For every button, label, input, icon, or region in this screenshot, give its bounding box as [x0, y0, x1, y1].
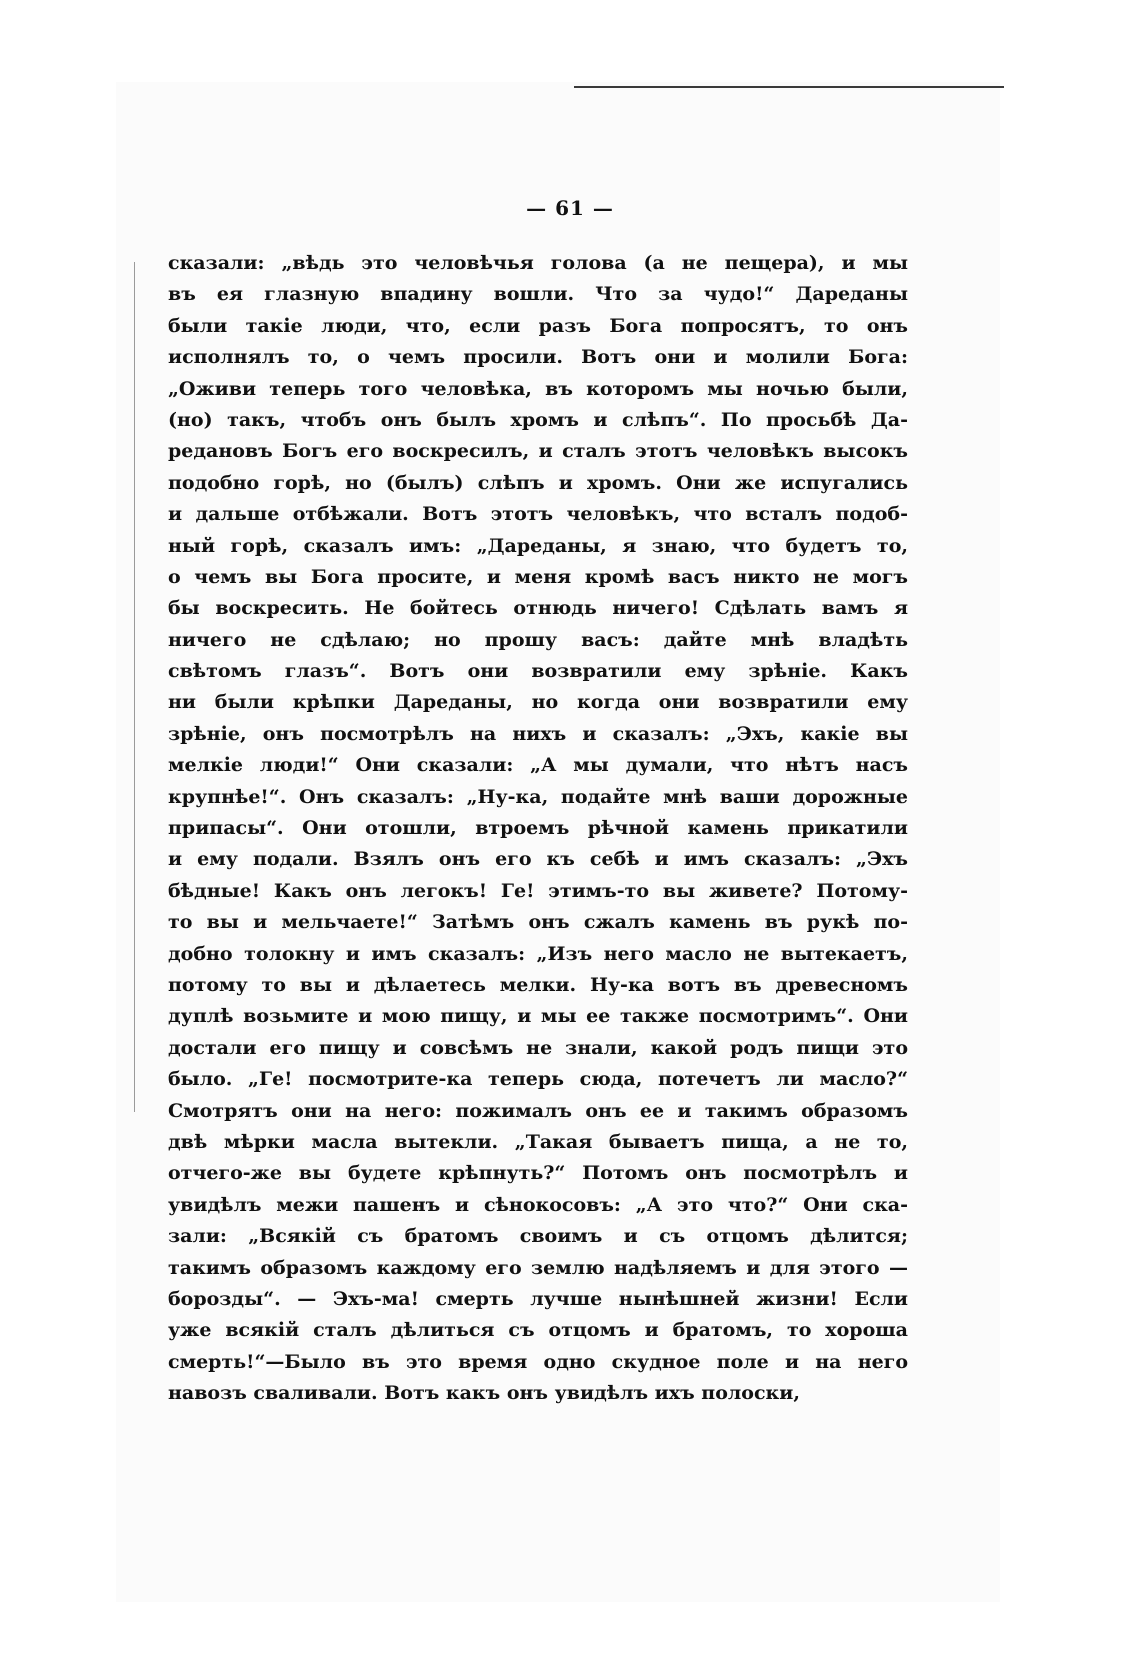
text-line: ничего не сдѣлаю; но прошу васъ: дайте мнѣ владѣть — [168, 628, 908, 651]
text-line: и ему подали. Взялъ онъ его къ себѣ и имъ сказалъ: „Эхъ — [168, 848, 908, 871]
text-line: зали: „Всякій съ братомъ своимъ и съ отцомъ дѣлится; — [168, 1225, 908, 1248]
text-line: уже всякій сталъ дѣлиться съ отцомъ и братомъ, то хороша — [168, 1319, 908, 1342]
text-line: дуплѣ возьмите и мою пищу, и мы ее также посмотримъ“. Они — [168, 1005, 908, 1028]
text-line: Смотрятъ они на него: пожималъ онъ ее и такимъ образомъ — [168, 1099, 908, 1122]
text-line: въ ея глазную впадину вошли. Что за чудо!“ Дареданы — [168, 283, 908, 306]
text-line: добно толокну и имъ сказалъ: „Изъ него масло не вытекаетъ, — [168, 942, 908, 965]
text-line: и дальше отбѣжали. Вотъ этотъ человѣкъ, что всталъ подоб- — [168, 503, 908, 526]
body-text — [168, 248, 908, 1409]
text-line: свѣтомъ глазъ“. Вотъ они возвратили ему зрѣніе. Какъ — [168, 660, 908, 683]
text-line: (но) такъ, чтобъ онъ былъ хромъ и слѣпъ“. По просьбѣ Да- — [168, 408, 908, 431]
text-line: смерть!“—Было въ это время одно скудное поле и на него — [168, 1350, 908, 1373]
margin-rule — [134, 262, 135, 1112]
text-line: навозъ сваливали. Вотъ какъ онъ увидѣлъ ихъ полоски, — [168, 1382, 800, 1405]
text-line: редановъ Богъ его воскресилъ, и сталъ этотъ человѣкъ высокъ — [168, 440, 908, 463]
page-number: — 61 — — [526, 196, 614, 220]
text-line: подобно горѣ, но (былъ) слѣпъ и хромъ. Они же испугались — [168, 471, 908, 494]
text-line: борозды“. — Эхъ-ма! смерть лучше нынѣшней жизни! Если — [168, 1287, 908, 1310]
text-line: то вы и мельчаете!“ Затѣмъ онъ сжалъ камень въ рукѣ по- — [168, 911, 908, 934]
text-line: исполнялъ то, о чемъ просили. Вотъ они и молили Бога: — [168, 346, 908, 369]
text-line: было. „Ге! посмотрите-ка теперь сюда, потечетъ ли масло?“ — [168, 1068, 908, 1091]
text-line: сказали: „вѣдь это человѣчья голова (а не пещера), и мы — [168, 252, 908, 274]
text-line: увидѣлъ межи пашенъ и сѣнокосовъ: „А это что?“ Они ска- — [168, 1193, 908, 1216]
text-line: бы воскресить. Не бойтесь отнюдь ничего! Сдѣлать вамъ я — [168, 597, 908, 620]
text-line: крупнѣе!“. Онъ сказалъ: „Ну-ка, подайте мнѣ ваши дорожные — [168, 785, 908, 808]
text-line: бѣдные! Какъ онъ легокъ! Ге! этимъ-то вы живете? Потому- — [168, 879, 908, 902]
text-line: такимъ образомъ каждому его землю надѣляемъ и для этого — — [168, 1256, 908, 1279]
text-line: о чемъ вы Бога просите, и меня кромѣ васъ никто не могъ — [168, 565, 908, 588]
text-line: припасы“. Они отошли, втроемъ рѣчной камень прикатили — [168, 817, 908, 840]
text-line: были такіе люди, что, если разъ Бога попросятъ, то онъ — [168, 314, 908, 337]
text-line: „Оживи теперь того человѣка, въ которомъ мы ночью были, — [168, 377, 908, 400]
text-line: мелкіе люди!“ Они сказали: „А мы думали, что нѣтъ насъ — [168, 754, 908, 777]
text-line: двѣ мѣрки масла вытекли. „Такая бываетъ пища, а не то, — [168, 1130, 908, 1153]
text-line: ни были крѣпки Дареданы, но когда они возвратили ему — [168, 691, 908, 714]
top-rule — [574, 86, 1004, 88]
text-line: отчего-же вы будете крѣпнуть?“ Потомъ онъ посмотрѣлъ и — [168, 1162, 908, 1185]
text-line: зрѣніе, онъ посмотрѣлъ на нихъ и сказалъ: „Эхъ, какіе вы — [168, 722, 908, 745]
text-line: потому то вы и дѣлаетесь мелки. Ну-ка вотъ въ древесномъ — [168, 973, 908, 996]
text-line: достали его пищу и совсѣмъ не знали, какой родъ пищи это — [168, 1036, 908, 1059]
text-line: ный горѣ, сказалъ имъ: „Дареданы, я знаю, что будетъ то, — [168, 534, 908, 557]
